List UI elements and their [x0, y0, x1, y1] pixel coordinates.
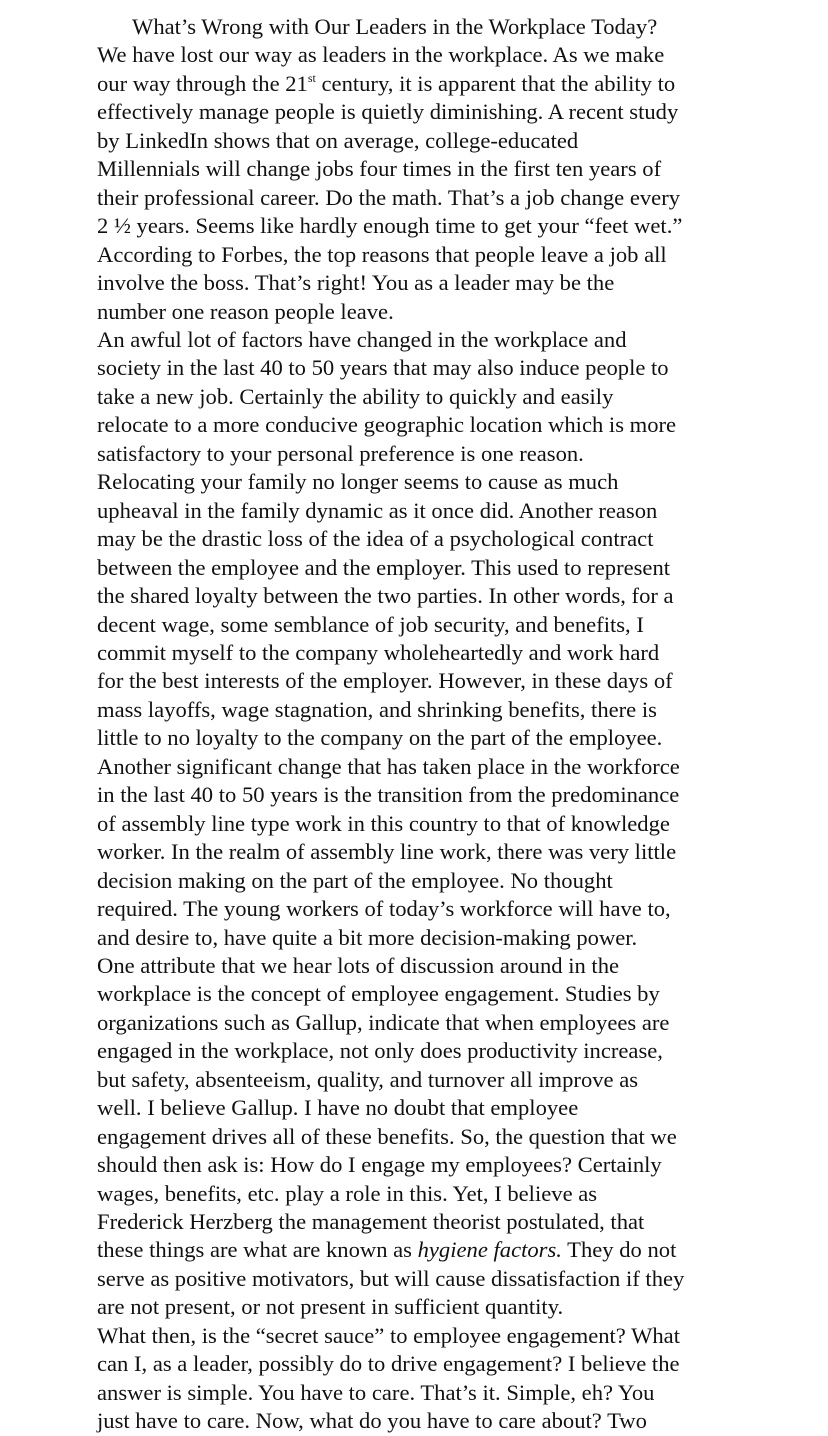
text-line: mass layoffs, wage stagnation, and shrinking benefits, there is: [97, 696, 657, 722]
text-line: Frederick Herzberg the management theorist postulated, that: [97, 1209, 645, 1235]
text-line: decision making on the part of the employee. No thought: [97, 867, 613, 893]
text-line: answer is simple. You have to care. That’s it. Simple, eh? You: [97, 1379, 655, 1405]
text-line: worker. In the realm of assembly line work, there was very little: [97, 839, 677, 865]
text-run: these things are what are known as: [97, 1237, 418, 1263]
text-line: for the best interests of the employer. However, in these days of: [97, 668, 673, 694]
text-run: century, it is apparent that the ability to: [315, 70, 676, 96]
text-line: [97, 70, 737, 98]
text-line: Another significant change that has taken place in the workforce: [97, 753, 680, 779]
text-line: and desire to, have quite a bit more decision-making power.: [97, 924, 638, 950]
text-line: take a new job. Certainly the ability to quickly and easily: [97, 383, 614, 409]
text-run: They do not: [561, 1237, 677, 1263]
text-line: Millennials will change jobs four times in the first ten years of: [97, 156, 662, 182]
text-line: between the employee and the employer. This used to represent: [97, 554, 671, 580]
text-line: may be the drastic loss of the idea of a psychological contract: [97, 526, 654, 552]
paragraph: [97, 1322, 737, 1436]
text-line: can I, as a leader, possibly do to drive engagement? I believe the: [97, 1351, 680, 1377]
italic-term: hygiene factors.: [417, 1237, 562, 1263]
text-line: satisfactory to your personal preference is one reason.: [97, 440, 584, 466]
text-run: our way through the 21: [97, 70, 308, 96]
paragraph: [97, 753, 737, 952]
text-line: upheaval in the family dynamic as it once did. Another reason: [97, 497, 658, 523]
text-line: engagement drives all of these benefits. So, the question that we: [97, 1123, 677, 1149]
text-line: serve as positive motivators, but will cause dissatisfaction if they: [97, 1265, 685, 1291]
text-line: number one reason people leave.: [97, 298, 394, 324]
text-line: by LinkedIn shows that on average, college-educated: [97, 127, 579, 153]
paragraph: [97, 41, 737, 326]
text-line: but safety, absenteeism, quality, and turnover all improve as: [97, 1066, 639, 1092]
text-line: relocate to a more conducive geographic location which is more: [97, 412, 677, 438]
text-line: One attribute that we hear lots of discussion around in the: [97, 952, 620, 978]
document-page: [97, 13, 737, 1436]
text-line: Relocating your family no longer seems to cause as much: [97, 469, 619, 495]
text-line: just have to care. Now, what do you have to care about? Two: [97, 1408, 647, 1434]
text-line: involve the boss. That’s right! You as a leader may be the: [97, 270, 615, 296]
paragraph: [97, 326, 737, 753]
paragraph: [97, 952, 737, 1322]
text-line: little to no loyalty to the company on the part of the employee.: [97, 725, 663, 751]
text-line: workplace is the concept of employee engagement. Studies by: [97, 981, 660, 1007]
text-line: 2 ½ years. Seems like hardly enough time to get your “feet wet.”: [97, 213, 683, 239]
text-line: commit myself to the company wholeheartedly and work hard: [97, 639, 660, 665]
text-line: According to Forbes, the top reasons that people leave a job all: [97, 241, 667, 267]
text-line: are not present, or not present in sufficient quantity.: [97, 1294, 564, 1320]
ordinal-superscript: st: [307, 70, 316, 85]
text-line: [97, 1236, 737, 1264]
document-title: What’s Wrong with Our Leaders in the Workplace Today?: [132, 14, 658, 39]
text-line: An awful lot of factors have changed in the workplace and: [97, 326, 627, 352]
text-line: society in the last 40 to 50 years that may also induce people to: [97, 355, 669, 381]
text-line: their professional career. Do the math. That’s a job change every: [97, 184, 681, 210]
text-line: the shared loyalty between the two parties. In other words, for a: [97, 583, 674, 609]
text-line: should then ask is: How do I engage my employees? Certainly: [97, 1152, 662, 1178]
text-line: wages, benefits, etc. play a role in this. Yet, I believe as: [97, 1180, 598, 1206]
text-line: effectively manage people is quietly diminishing. A recent study: [97, 99, 679, 125]
text-line: What then, is the “secret sauce” to employee engagement? What: [97, 1322, 680, 1348]
text-line: We have lost our way as leaders in the workplace. As we make: [97, 42, 665, 68]
text-line: organizations such as Gallup, indicate that when employees are: [97, 1009, 670, 1035]
text-line: required. The young workers of today’s workforce will have to,: [97, 896, 671, 922]
text-line: of assembly line type work in this country to that of knowledge: [97, 810, 670, 836]
text-line: in the last 40 to 50 years is the transition from the predominance: [97, 782, 680, 808]
text-line: decent wage, some semblance of job security, and benefits, I: [97, 611, 644, 637]
text-line: well. I believe Gallup. I have no doubt that employee: [97, 1095, 579, 1121]
document-body: [97, 41, 737, 1435]
text-line: engaged in the workplace, not only does productivity increase,: [97, 1038, 663, 1064]
